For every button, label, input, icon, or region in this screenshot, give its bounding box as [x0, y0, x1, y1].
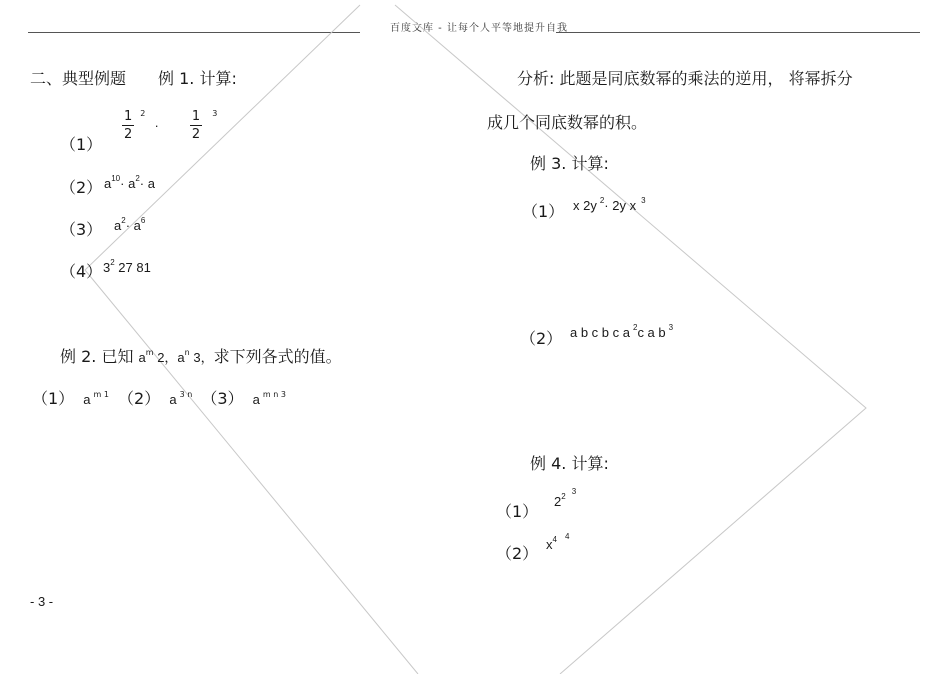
- example-2-parts: [32, 386, 286, 409]
- section-title: 二、典型例题: [30, 69, 127, 88]
- analysis-line-2: 成几个同底数幂的积。: [487, 113, 648, 132]
- exponent: 10: [111, 174, 121, 183]
- ex2-part1-base: a: [83, 392, 91, 407]
- ex2-part2-exponent: 3 n: [179, 390, 193, 399]
- base: x: [546, 537, 553, 552]
- ex2-part3-label: （3）: [201, 389, 244, 408]
- fraction-b-exponent: 3: [212, 109, 218, 118]
- ex2-part1-label: （1）: [32, 389, 75, 408]
- fraction-a-exponent: 2: [140, 109, 146, 118]
- ex2-part3-exponent: m n 3: [262, 390, 286, 399]
- condition-exponent-m: m: [145, 348, 154, 357]
- condition-exponent-n: n: [184, 348, 190, 357]
- example-3-title: 例 3. 计算:: [530, 154, 609, 173]
- example-2-title: 例 2. 已知: [60, 347, 134, 366]
- ex1-part4-expression: [103, 260, 151, 275]
- fraction-b-denominator: 2: [191, 127, 201, 142]
- exponent: 2: [135, 174, 140, 183]
- fraction-a-numerator: 1: [124, 109, 133, 124]
- term: · a: [125, 218, 141, 233]
- example-1-title: 例 1. 计算:: [158, 69, 237, 88]
- fraction-b-numerator: 1: [191, 109, 201, 124]
- exponent: 6: [140, 216, 146, 225]
- ex1-part3-expression: [114, 218, 145, 233]
- fraction-b: [190, 108, 202, 143]
- fraction-a-denominator: 2: [124, 127, 133, 142]
- exponent: 2: [632, 323, 638, 332]
- term: 27 81: [114, 260, 151, 275]
- base: 2: [554, 494, 562, 509]
- term: a b c b c a: [570, 325, 630, 340]
- ex4-part2-label: （2）: [496, 544, 539, 563]
- term: 3: [103, 260, 111, 275]
- multiply-dot: ·: [154, 118, 159, 133]
- exponent: 2: [110, 258, 115, 267]
- exponent: 3: [641, 196, 646, 205]
- ex1-part3-label: （3）: [60, 220, 103, 239]
- term: · 2y x: [604, 198, 637, 213]
- ex2-part2-label: （2）: [118, 389, 161, 408]
- ex1-part2-label: （2）: [60, 178, 103, 197]
- exponent-inner: 2: [561, 492, 566, 501]
- example-2-line: [60, 344, 342, 367]
- exponent-outer: 4: [564, 532, 570, 541]
- condition-base-a: a: [138, 350, 146, 365]
- ex3-part1-label: （1）: [522, 202, 565, 221]
- term: a: [104, 176, 112, 191]
- ex4-part2-expression: [546, 532, 570, 552]
- header-site-text: 百度文库 - 让每个人平等地提升自我: [390, 23, 568, 34]
- analysis-line-1: 分析: 此题是同底数幂的乘法的逆用， 将幂拆分: [517, 69, 853, 88]
- ex2-part3-base: a: [252, 392, 260, 407]
- fraction-a: [122, 108, 134, 143]
- ex1-part1-label: （1）: [60, 135, 103, 154]
- ex4-part1-expression: [554, 487, 577, 509]
- ex1-part4-label: （4）: [60, 262, 103, 281]
- example-2-instruction: 求下列各式的值。: [213, 347, 342, 366]
- term: · a: [139, 176, 155, 191]
- exponent-inner: 4: [552, 535, 557, 544]
- condition-middle: 2，a: [153, 350, 185, 365]
- exponent-outer: 3: [571, 487, 577, 496]
- ex1-part1-expression: [122, 108, 217, 143]
- term: · a: [120, 176, 136, 191]
- ex3-part1-expression: [573, 198, 646, 213]
- example-4-title: 例 4. 计算:: [530, 454, 609, 473]
- exponent: 2: [121, 216, 126, 225]
- ex4-part1-label: （1）: [496, 502, 539, 521]
- ex1-part2-expression: [104, 176, 155, 191]
- ex2-part1-exponent: m 1: [93, 390, 109, 399]
- term: a: [114, 218, 122, 233]
- term: c a b: [637, 325, 666, 340]
- ex3-part2-label: （2）: [520, 329, 563, 348]
- condition-end: 3，: [189, 350, 214, 365]
- term: x 2y: [573, 198, 597, 213]
- exponent: 2: [599, 196, 605, 205]
- ex2-part2-base: a: [169, 392, 177, 407]
- page-number: - 3 -: [30, 594, 54, 609]
- ex3-part2-expression: [570, 325, 673, 340]
- exponent: 3: [668, 323, 674, 332]
